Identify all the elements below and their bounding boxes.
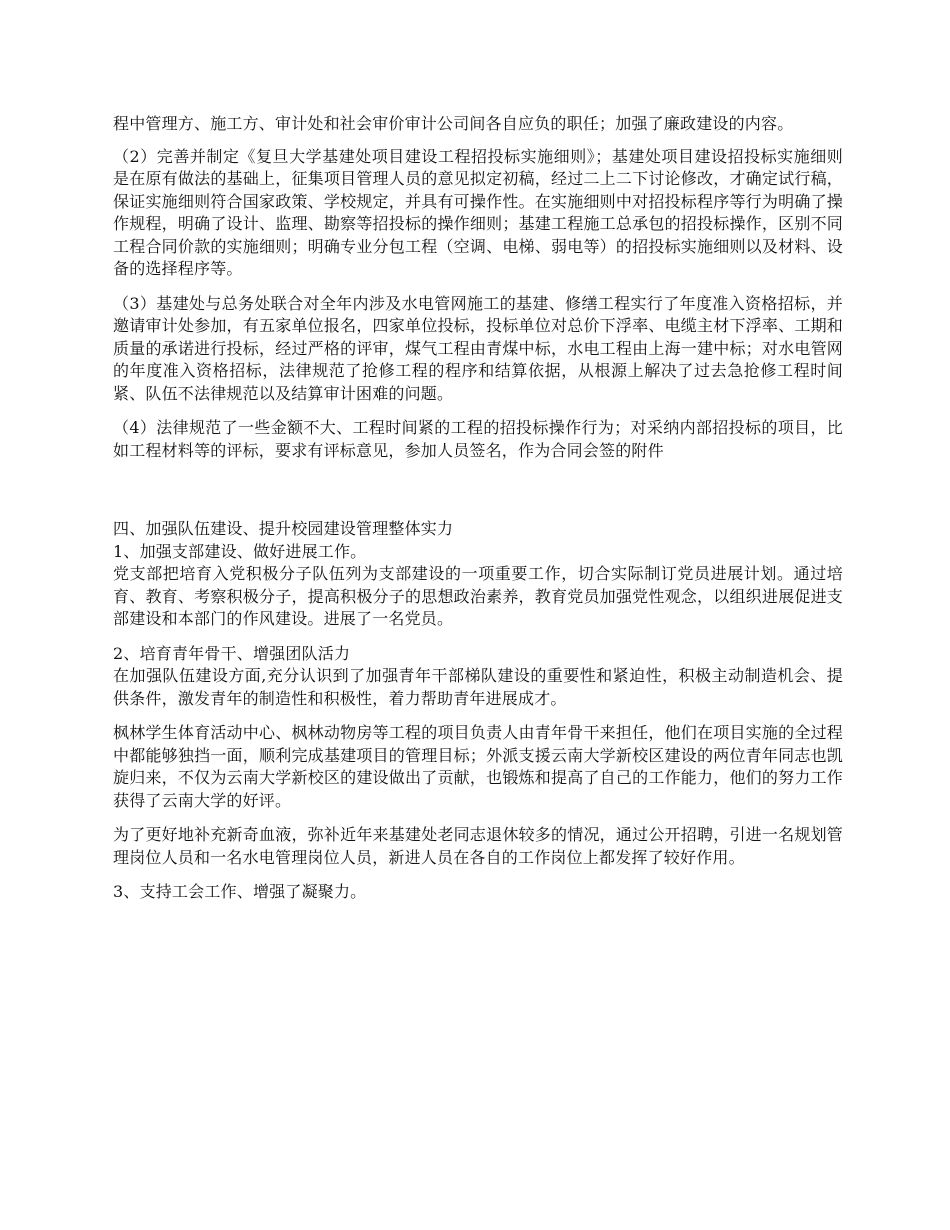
subheading-3: 3、支持工会工作、增强了凝聚力。	[113, 882, 367, 901]
paragraph-young-backbone: 枫林学生体育活动中心、枫林动物房等工程的项目负责人由青年骨干来担任，他们在项目实施的全过程中都能够独挡一面，顺利完成基建项目的管理目标；外派支援云南大学新校区建设的两位青年同志也凯旋归来，不仅为云南大学新校区的建设做出了贡献，也锻炼和提高了自己的工作能力，他们的努力工作获得了云南大学的好评。	[113, 723, 843, 810]
subheading-2: 2、培育青年骨干、增强团队活力	[113, 643, 351, 663]
paragraph-party-branch: 党支部把培育入党积极分子队伍列为支部建设的一项重要工作，切合实际制订党员进展计划。通过培育、教育、考察积极分子，提高积极分子的思想政治素养，教育党员加强党性观念，以组织进展促进支部建设和本部门的作风建设。进展了一名党员。	[113, 564, 843, 628]
paragraph-recruitment: 为了更好地补充新奇血液，弥补近年来基建处老同志退休较多的情况，通过公开招聘，引进一名规划管理岗位人员和一名水电管理岗位人员，新进人员在各自的工作岗位上都发挥了较好作用。	[113, 825, 843, 867]
paragraph-item-3: （3）基建处与总务处联合对全年内涉及水电管网施工的基建、修缮工程实行了年度准入资格招标，并邀请审计处参加，有五家单位报名，四家单位投标，投标单位对总价下浮率、电缆主材下浮率、工期和质量的承诺进行投标，经过严格的评审，煤气工程由青煤中标，水电工程由上海一建中标；对水电管网的年度准入资格招标，法律规范了抢修工程的程序和结算依据，从根源上解决了过去急抢修工程时间紧、队伍不法律规范以及结算审计困难的问题。	[113, 293, 843, 403]
paragraph-continuation: 程中管理方、施工方、审计处和社会审价审计公司间各自应负的职任；加强了廉政建设的内容。	[113, 114, 794, 133]
document-body	[113, 113, 843, 904]
subheading-1: 1、加强支部建设、做好进展工作。	[113, 541, 367, 561]
paragraph-team-building: 在加强队伍建设方面,充分认识到了加强青年干部梯队建设的重要性和紧迫性，积极主动制造机会、提供条件，激发青年的制造性和积极性，着力帮助青年进展成才。	[113, 666, 843, 708]
section-heading-4: 四、加强队伍建设、提升校园建设管理整体实力	[113, 519, 454, 538]
paragraph-item-2: （2）完善并制定《复旦大学基建处项目建设工程招投标实施细则》；基建处项目建设招投标实施细则是在原有做法的基础上，征集项目管理人员的意见拟定初稿，经过二上二下讨论修改，才确定试行稿，保证实施细则符合国家政策、学校规定，并具有可操作性。在实施细则中对招投标程序等行为明确了操作规程，明确了设计、监理、勘察等招投标的操作细则；基建工程施工总承包的招投标操作，区别不同工程合同价款的实施细则；明确专业分包工程（空调、电梯、弱电等）的招投标实施细则以及材料、设备的选择程序等。	[113, 146, 843, 278]
paragraph-item-4: （4）法律规范了一些金额不大、工程时间紧的工程的招投标操作行为；对采纳内部招投标的项目，比如工程材料等的评标，要求有评标意见，参加人员签名，作为合同会签的附件	[113, 418, 843, 460]
